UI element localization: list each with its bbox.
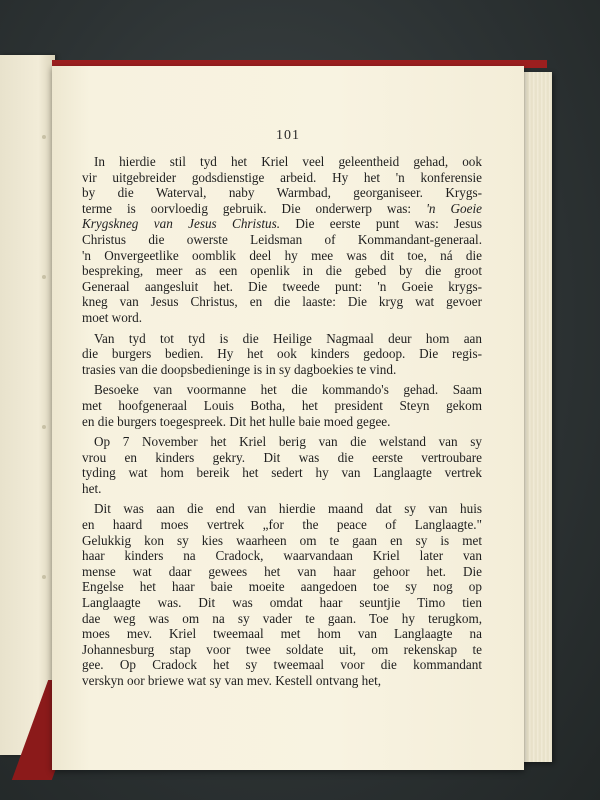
text-line: Langlaagte was. Dit was omdat haar seuntjie Timo tien xyxy=(82,595,482,611)
text-line: Gelukkig kon sy kies waarheen om te gaan en sy is met xyxy=(82,532,482,548)
text-line: Krygskneg van Jesus Christus. Die eerste punt was: Jesus xyxy=(82,216,483,232)
book-page xyxy=(52,66,524,770)
text-line: 'n Onvergeetlike oomblik deel hy mee was dit toe, ná die xyxy=(82,247,482,263)
page-number: 101 xyxy=(276,128,300,143)
text-line: In hierdie stil tyd het Kriel veel geleentheid gehad, ook xyxy=(94,154,482,169)
text-line: Christus die owerste Leidsman of Kommandant-generaal. xyxy=(82,231,482,247)
text-line: met hoofgeneraal Louis Botha, het president Steyn gekom xyxy=(82,397,482,413)
binding-hole xyxy=(42,425,46,429)
text-line: tyding wat hom bereik het sedert hy van Langlaagte vertrek xyxy=(82,465,482,481)
text-line: trasies van die doopsbedieninge is in sy dagboekies te vind. xyxy=(82,361,397,377)
text-line: moes mev. Kriel tweemaal met hom van Langlaagte na xyxy=(82,626,482,642)
text-line: moet word. xyxy=(82,309,143,325)
paragraph xyxy=(82,501,482,688)
text-line: en haard moes vertrek „for the peace of Langlaagte." xyxy=(82,517,482,533)
text-line: mense wat daar gewees het van haar gehoor het. Die xyxy=(82,563,482,579)
text-line: Engelse het haar baie moeite aangedoen toe sy nog op xyxy=(82,579,482,595)
text-line: verskyn oor briewe wat sy van mev. Kestell ontvang het, xyxy=(82,673,382,688)
text-line: Generaal aangesluit het. Die tweede punt: 'n Goeie krygs- xyxy=(82,278,482,294)
text-line: bespreking, meer as een openlik in die gebed by die groot xyxy=(82,263,482,279)
text-line: haar kinders na Cradock, waarvandaan Kriel later van xyxy=(82,548,482,564)
binding-hole xyxy=(42,135,46,139)
text-line: gee. Op Cradock het sy tweemaal voor die kommandant xyxy=(82,657,482,673)
text-line: het. xyxy=(82,480,102,496)
paragraph xyxy=(82,382,482,429)
text-line: Besoeke van voormanne het die kommando's gehad. Saam xyxy=(94,382,482,398)
left-page-edge xyxy=(0,55,55,755)
page-text xyxy=(82,154,482,694)
text-line: Van tyd tot tyd is die Heilige Nagmaal deur hom aan xyxy=(94,330,482,346)
binding-hole xyxy=(42,575,46,579)
text-line: Op 7 November het Kriel berig van die welstand van sy xyxy=(94,434,482,450)
text-line: terme is oorvloedig gebruik. Die onderwerp was: 'n Goeie xyxy=(82,200,482,216)
text-line: Johannesburg stap voor twee soldate uit, om rekenskap te xyxy=(82,641,482,657)
text-line: dae weg was om na sy vader te gaan. Toe hy terugkom, xyxy=(82,610,482,626)
paragraph xyxy=(82,154,482,326)
binding-hole xyxy=(42,275,46,279)
paragraph xyxy=(82,331,482,378)
text-line: Dit was aan die end van hierdie maand dat sy van huis xyxy=(94,501,482,517)
text-line: en die burgers toegespreek. Dit het hulle baie moed gegee. xyxy=(82,413,391,429)
text-line: vir uitgebreider godsdienstige arbeid. Hy het 'n konferensie xyxy=(82,169,482,185)
paragraph xyxy=(82,434,482,496)
text-line: vrou en kinders gekry. Dit was die eerste vertroubare xyxy=(82,449,482,465)
text-line: kneg van Jesus Christus, en die laaste: Die kryg wat gevoer xyxy=(82,294,482,310)
text-line: die burgers bedien. Hy het ook kinders gedoop. Die regis- xyxy=(82,346,482,362)
text-line: by die Waterval, naby Warmbad, georganiseer. Krygs- xyxy=(82,185,482,201)
